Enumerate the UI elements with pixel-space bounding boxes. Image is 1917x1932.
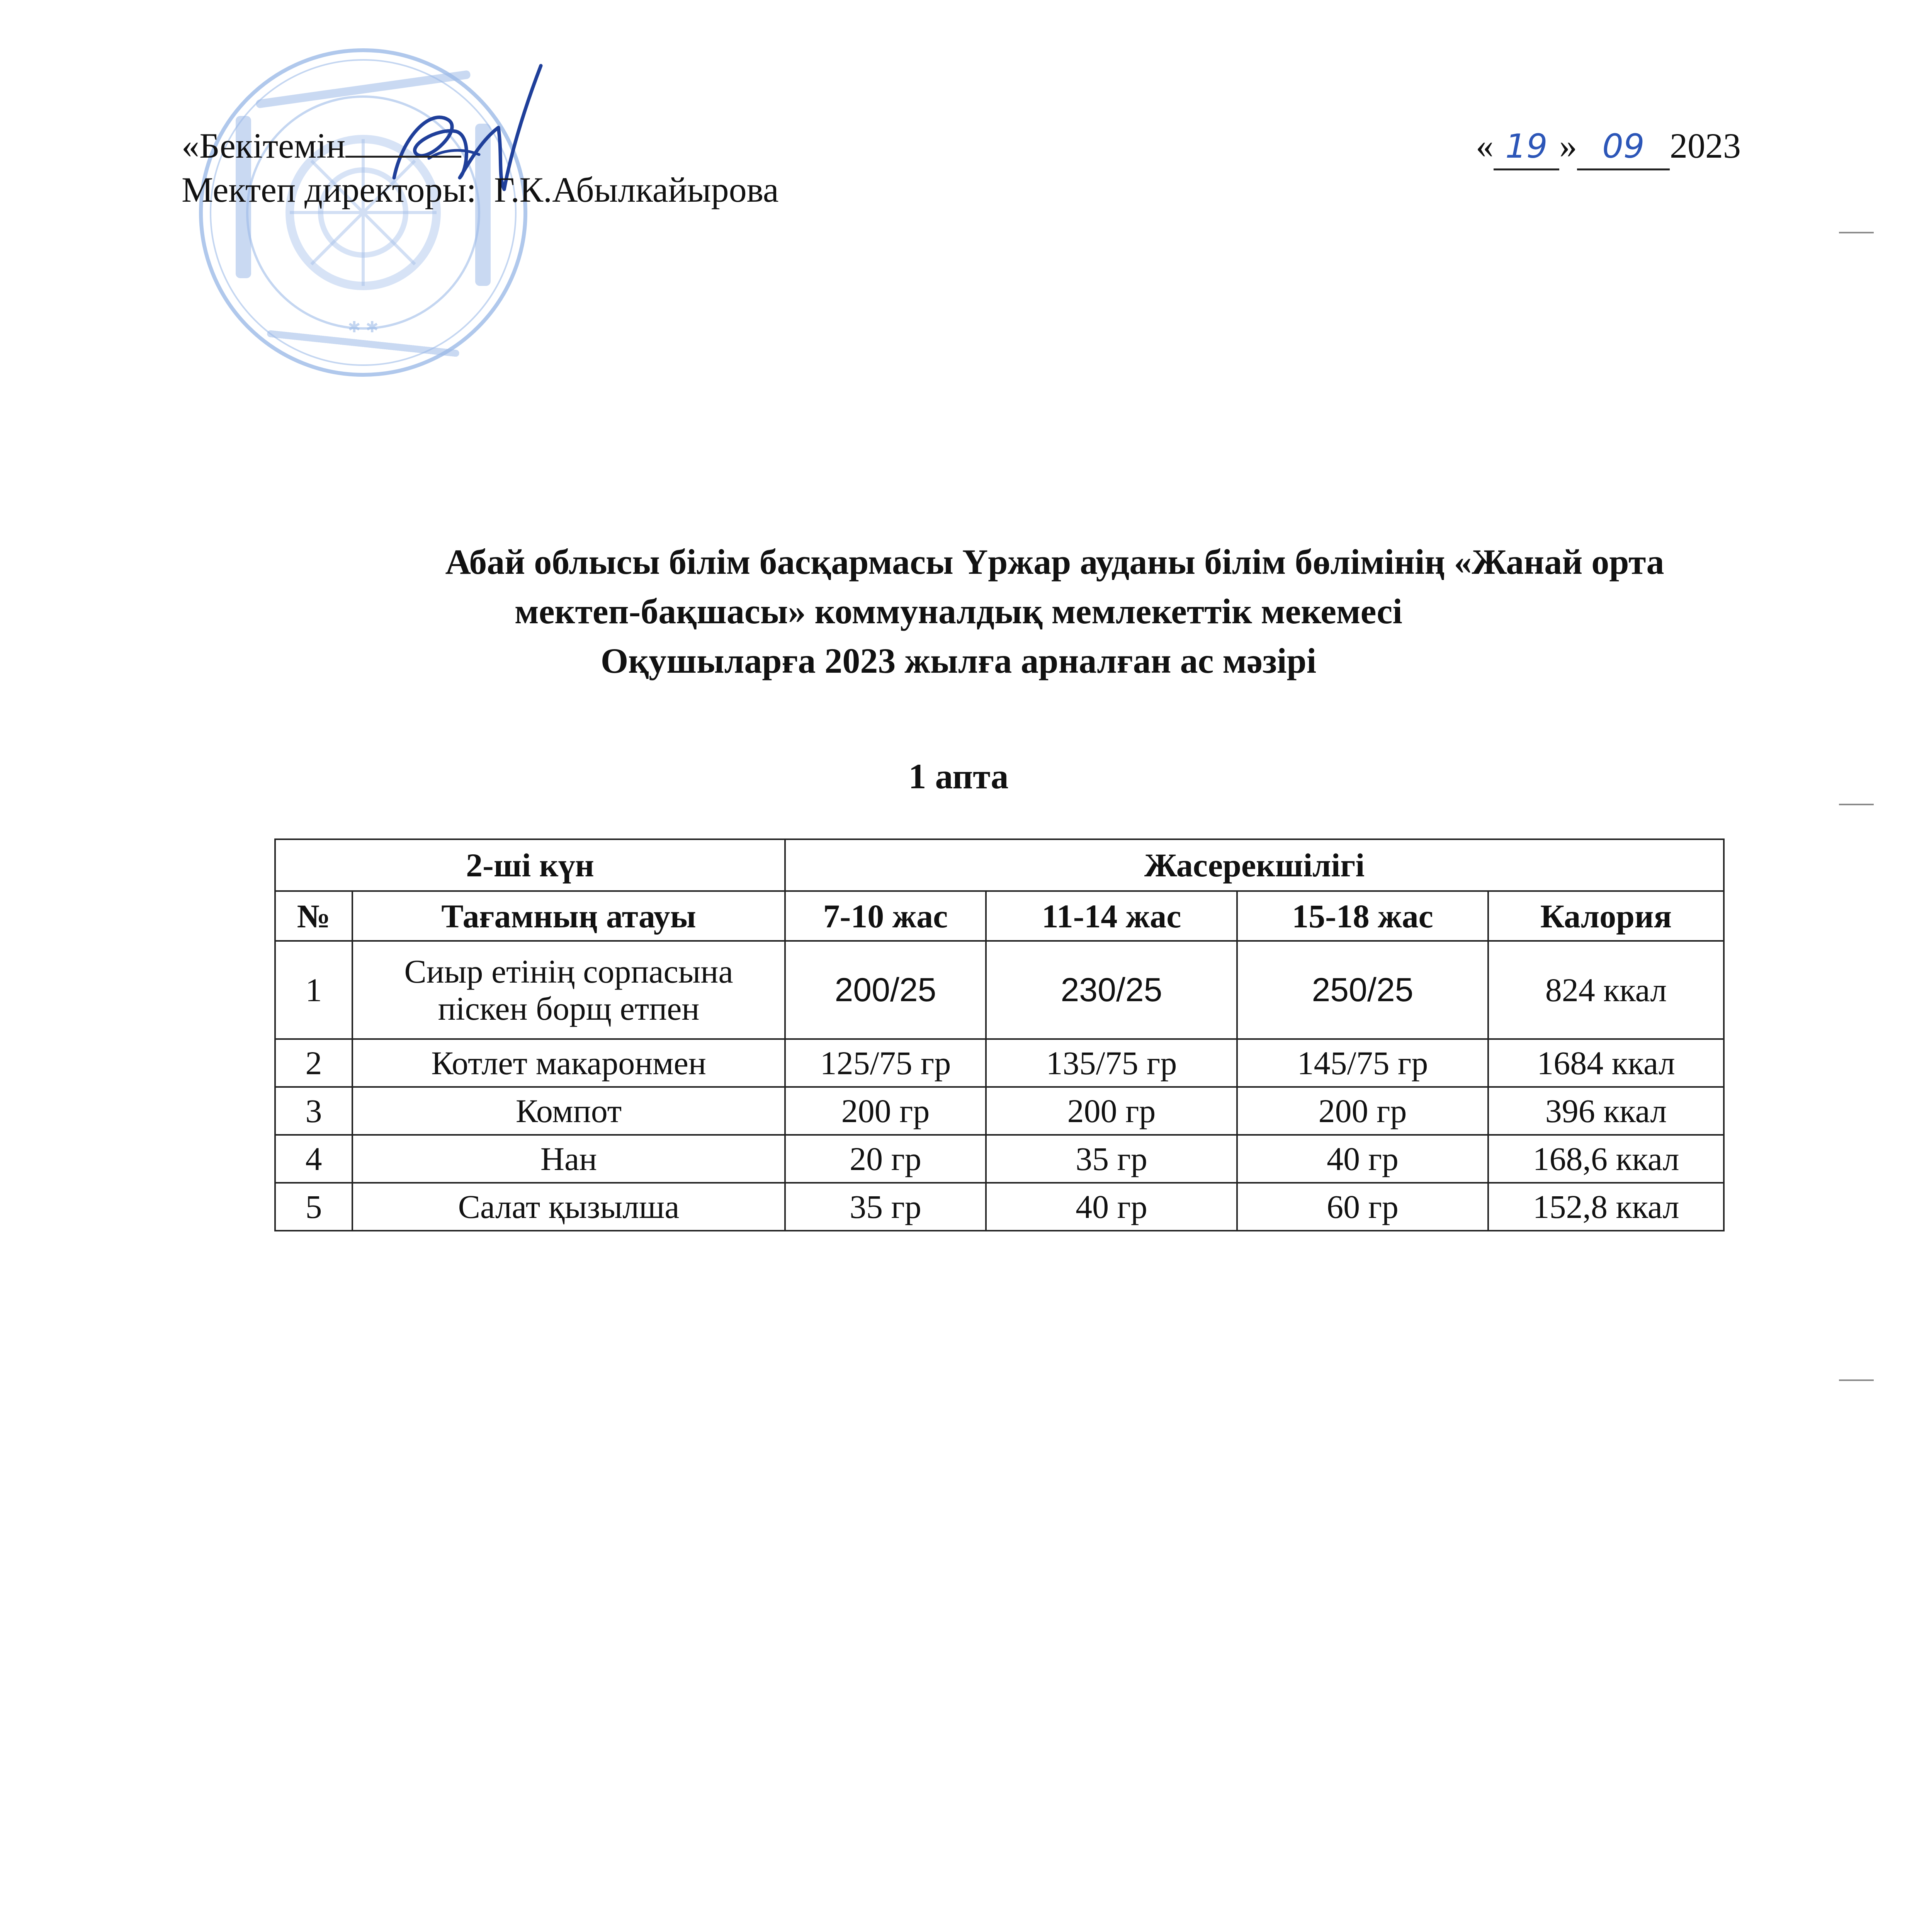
table-row <box>275 941 1724 1039</box>
date-open-quote: « <box>1476 126 1494 165</box>
director-name: Г.К.Абылкайырова <box>494 170 779 209</box>
svg-text:✱ ✱: ✱ ✱ <box>348 318 379 336</box>
director-line <box>182 168 779 212</box>
col-age2-header: 11-14 жас <box>986 891 1237 941</box>
row-num: 2 <box>275 1039 352 1087</box>
row-num: 3 <box>275 1087 352 1135</box>
date-close-quote: » <box>1559 126 1577 165</box>
col-calories-header: Калория <box>1488 891 1724 941</box>
row-name: Компот <box>352 1087 785 1135</box>
date-year: 2023 <box>1670 126 1741 165</box>
menu-table <box>274 838 1725 1231</box>
row-name: Нан <box>352 1135 785 1183</box>
row-age2: 135/75 гр <box>986 1039 1237 1087</box>
table-row <box>275 1039 1724 1087</box>
age-group-header: Жасерекшілігі <box>785 839 1724 891</box>
row-age2: 200 гр <box>986 1087 1237 1135</box>
table-row <box>275 1183 1724 1231</box>
col-name-header: Тағамның атауы <box>352 891 785 941</box>
date-day: 19 <box>1494 124 1559 170</box>
row-age2: 35 гр <box>986 1135 1237 1183</box>
row-name-line: Сиыр етінің сорпасына <box>404 953 733 990</box>
col-age3-header: 15-18 жас <box>1237 891 1488 941</box>
table-row <box>275 1087 1724 1135</box>
row-age3: 145/75 гр <box>1237 1039 1488 1087</box>
row-name: Салат қызылша <box>352 1183 785 1231</box>
signature-line <box>345 125 461 158</box>
row-name: Котлет макаронмен <box>352 1039 785 1087</box>
row-age3: 60 гр <box>1237 1183 1488 1231</box>
row-calories: 824 ккал <box>1488 941 1724 1039</box>
scan-mark <box>1839 1379 1874 1381</box>
approval-block <box>182 124 779 212</box>
row-age3: 250/25 <box>1237 941 1488 1039</box>
scan-mark <box>1839 804 1874 805</box>
row-age1: 125/75 гр <box>785 1039 986 1087</box>
day-header: 2-ші күн <box>275 839 785 891</box>
scan-mark <box>1839 232 1874 233</box>
row-age1: 20 гр <box>785 1135 986 1183</box>
table-header-row-1 <box>275 839 1724 891</box>
row-age1: 35 гр <box>785 1183 986 1231</box>
title-line-2: мектеп-бақшасы» коммуналдық мемлекеттік мекемесі <box>515 592 1402 631</box>
approve-label: «Бекітемін <box>182 126 345 165</box>
col-num-header: № <box>275 891 352 941</box>
title-line-1: Абай облысы білім басқармасы Үржар ауданы білім бөлімінің «Жанай орта <box>445 542 1664 582</box>
week-label: 1 апта <box>908 757 1009 796</box>
col-age1-header: 7-10 жас <box>785 891 986 941</box>
approve-line <box>182 124 779 168</box>
title-line-3: Оқушыларға 2023 жылға арналған ас мәзірі <box>600 641 1317 680</box>
row-name <box>352 941 785 1039</box>
row-age1: 200 гр <box>785 1087 986 1135</box>
row-name-line: піскен борщ етпен <box>438 990 700 1027</box>
row-num: 1 <box>275 941 352 1039</box>
row-calories: 396 ккал <box>1488 1087 1724 1135</box>
table-header-row-2 <box>275 891 1724 941</box>
row-num: 5 <box>275 1183 352 1231</box>
director-label: Мектеп директоры: <box>182 170 476 209</box>
date-month: 09 <box>1577 124 1670 170</box>
row-num: 4 <box>275 1135 352 1183</box>
row-age3: 200 гр <box>1237 1087 1488 1135</box>
row-age3: 40 гр <box>1237 1135 1488 1183</box>
row-calories: 168,6 ккал <box>1488 1135 1724 1183</box>
row-calories: 152,8 ккал <box>1488 1183 1724 1231</box>
row-age2: 40 гр <box>986 1183 1237 1231</box>
row-age1: 200/25 <box>785 941 986 1039</box>
approval-date <box>1476 124 1741 170</box>
table-row <box>275 1135 1724 1183</box>
row-calories: 1684 ккал <box>1488 1039 1724 1087</box>
row-age2: 230/25 <box>986 941 1237 1039</box>
